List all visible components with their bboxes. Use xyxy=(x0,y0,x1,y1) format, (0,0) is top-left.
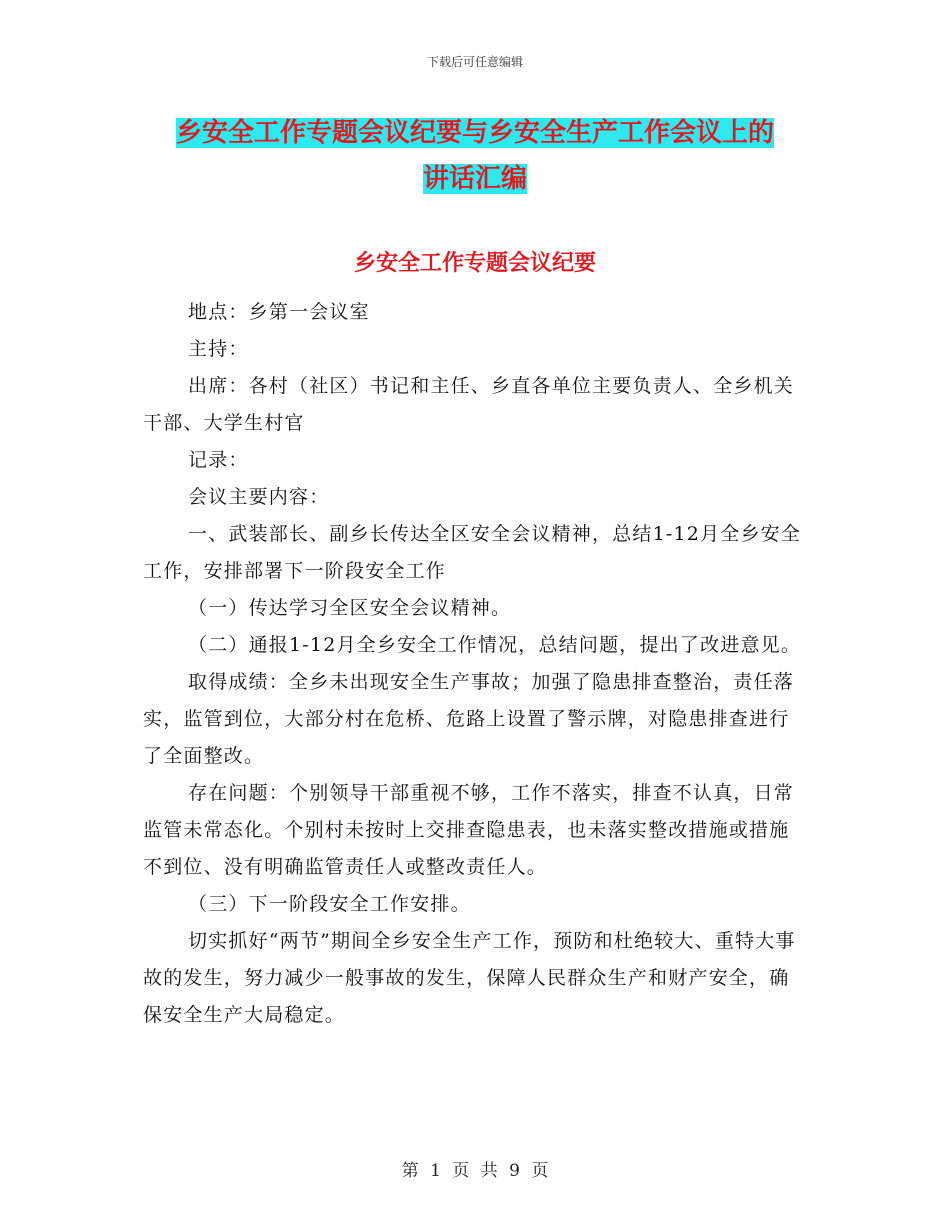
page-header: 下载后可任意编辑 xyxy=(426,55,523,69)
title-line-2: 讲话汇编 xyxy=(422,164,527,194)
paragraph-record: 记录： xyxy=(188,449,249,471)
paragraph-arrangement: 切实抓好“两节”期间全乡安全生产工作，预防和杜绝较大、重特大事故的发生，努力减少一般事故的发生，保障人民群众生产和财产安全，确保安全生产大局稳定。 xyxy=(143,930,796,1026)
paragraph-attendees: 出席：各村（社区）书记和主任、乡直各单位主要负责人、全乡机关干部、大学生村官 xyxy=(143,375,795,434)
paragraph-location: 地点：乡第一会议室 xyxy=(188,301,370,323)
page-footer: 第 1 页 共 9 页 xyxy=(401,1161,549,1181)
paragraph-host: 主持： xyxy=(188,338,249,360)
paragraph-achievements: 取得成绩：全乡未出现安全生产事故；加强了隐患排查整治，责任落实，监管到位，大部分村在危桥、危路上设置了警示牌，对隐患排查进行了全面整改。 xyxy=(143,671,795,767)
paragraph-sub-1: （一）传达学习全区安全会议精神。 xyxy=(188,597,512,619)
section-title: 乡安全工作专题会议纪要 xyxy=(353,251,596,276)
paragraph-sub-3: （三）下一阶段安全工作安排。 xyxy=(188,893,471,915)
document-title xyxy=(140,110,810,202)
paragraph-item-1: 一、武装部长、副乡长传达全区安全会议精神，总结1-12月全乡安全工作，安排部署下一阶段安全工作 xyxy=(143,523,802,582)
paragraph-sub-2: （二）通报1-12月全乡安全工作情况，总结问题，提出了改进意见。 xyxy=(188,634,802,656)
title-line-1: 乡安全工作专题会议纪要与乡安全生产工作会议上的 xyxy=(175,118,774,148)
paragraph-content-heading: 会议主要内容： xyxy=(188,486,330,508)
document-body xyxy=(143,294,807,1034)
paragraph-problems: 存在问题：个别领导干部重视不够，工作不落实，排查不认真，日常监管未常态化。个别村未按时上交排查隐患表，也未落实整改措施或措施不到位、没有明确监管责任人或整改责任人。 xyxy=(143,782,795,878)
